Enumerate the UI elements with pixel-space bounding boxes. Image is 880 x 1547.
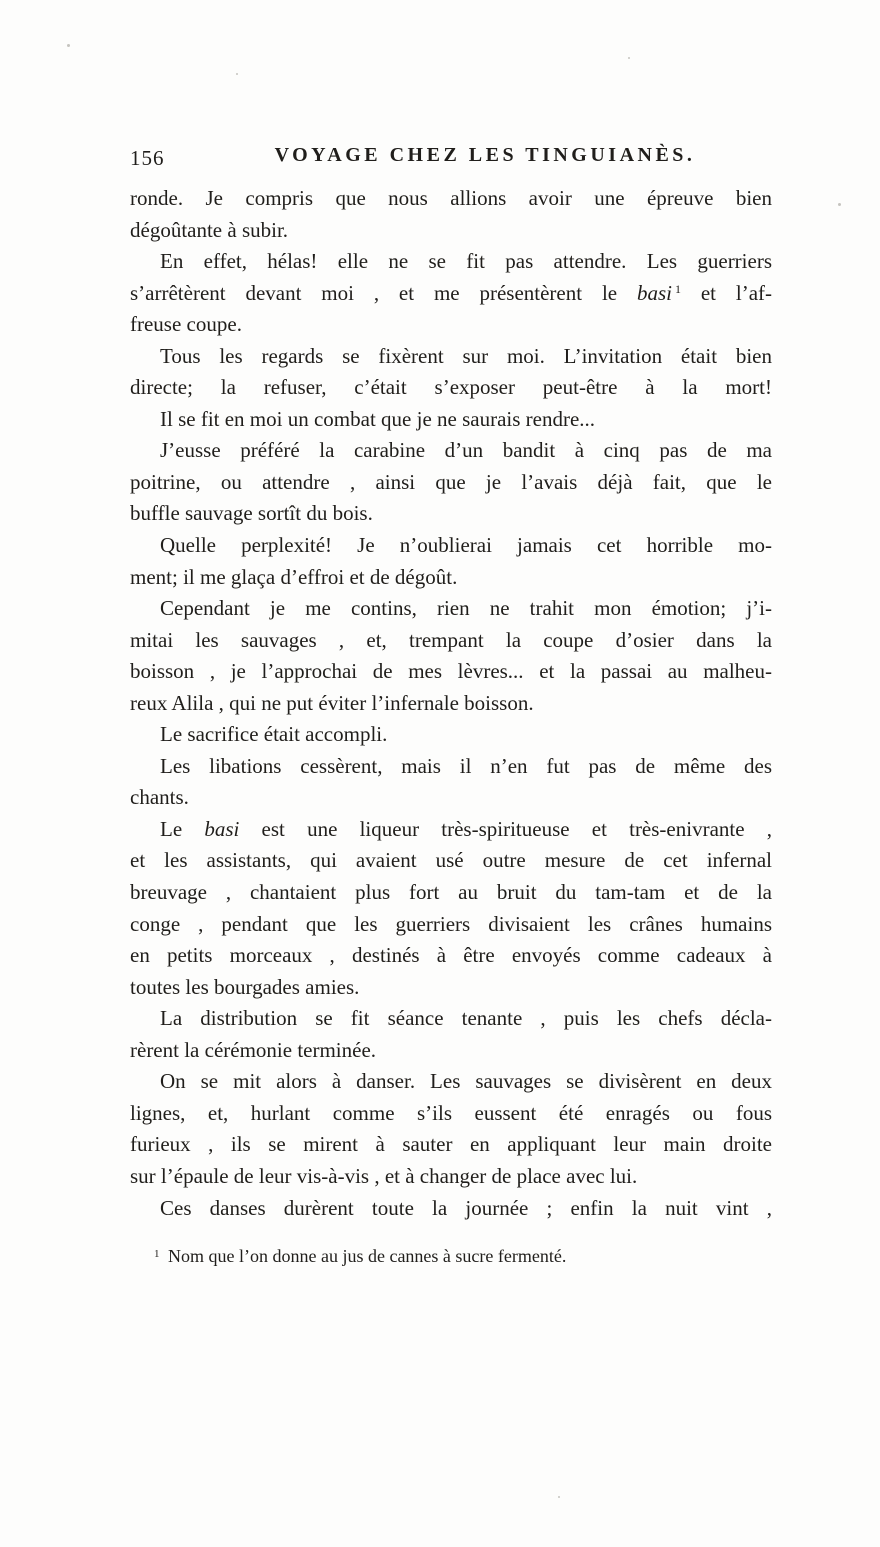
- text-segment: En effet, hélas! elle ne se fit pas attendre. Les guerriers: [160, 249, 772, 274]
- text-line: [130, 1066, 772, 1098]
- text-line: [130, 625, 772, 657]
- running-title: VOYAGE CHEZ LES TINGUIANÈS.: [274, 144, 696, 166]
- text-line: [130, 782, 772, 814]
- text-line: [130, 814, 772, 846]
- text-segment: buffle sauvage sortît du bois.: [130, 501, 373, 526]
- text-line: [130, 845, 772, 877]
- text-segment: Quelle perplexité! Je n’oublierai jamais cet horrible mo-: [160, 533, 772, 558]
- text-line: [130, 656, 772, 688]
- scan-speck: [558, 1496, 560, 1498]
- text-line: [130, 1161, 772, 1193]
- text-segment: toutes les bourgades amies.: [130, 974, 360, 999]
- italic-term: basi: [204, 816, 240, 841]
- scan-edge-shadow: [0, 1542, 880, 1547]
- text-line: [130, 530, 772, 562]
- page-header: [130, 144, 772, 172]
- body-text: [130, 183, 772, 1224]
- text-line: [130, 183, 772, 215]
- text-line: [130, 562, 772, 594]
- text-segment: La distribution se fit séance tenante , puis les chefs décla-: [160, 1006, 772, 1031]
- footnote-ref: 1: [154, 1248, 160, 1260]
- text-line: [130, 215, 772, 247]
- scan-speck: [67, 44, 70, 47]
- text-line: [130, 404, 772, 436]
- text-segment: lignes, et, hurlant comme s’ils eussent été enragés ou fous: [130, 1100, 772, 1125]
- text-segment: Cependant je me contins, rien ne trahit mon émotion; j’i-: [160, 596, 772, 621]
- text-line: [130, 309, 772, 341]
- text-line: [130, 688, 772, 720]
- text-segment: Le: [160, 816, 205, 841]
- text-segment: J’eusse préféré la carabine d’un bandit à cinq pas de ma: [160, 438, 772, 463]
- text-segment: chants.: [130, 785, 189, 810]
- text-line: [130, 467, 772, 499]
- text-segment: en petits morceaux , destinés à être envoyés comme cadeaux à: [130, 943, 772, 968]
- text-segment: On se mit alors à danser. Les sauvages se divisèrent en deux: [160, 1069, 772, 1094]
- text-line: [130, 278, 772, 310]
- italic-term: basi: [636, 280, 672, 305]
- text-segment: Le sacrifice était accompli.: [160, 722, 388, 747]
- text-segment: ment; il me glaça d’effroi et de dégoût.: [130, 564, 458, 589]
- page-number: 156: [130, 146, 165, 170]
- text-segment: Ces danses durèrent toute la journée ; enfin la nuit vint ,: [160, 1195, 772, 1220]
- text-segment: rèrent la cérémonie terminée.: [130, 1037, 377, 1062]
- text-line: [130, 1003, 772, 1035]
- footnote: [130, 1243, 772, 1273]
- text-segment: breuvage , chantaient plus fort au bruit du tam-tam et de la: [130, 880, 772, 905]
- text-segment: poitrine, ou attendre , ainsi que je l’avais déjà fait, que le: [130, 469, 772, 494]
- text-segment: Tous les regards se fixèrent sur moi. L’invitation était bien: [160, 343, 772, 368]
- footnote-ref: 1: [674, 281, 681, 296]
- text-line: [130, 593, 772, 625]
- text-line: [130, 372, 772, 404]
- text-segment: dégoûtante à subir.: [130, 217, 289, 242]
- text-segment: boisson , je l’approchai de mes lèvres... et la passai au malheu-: [130, 659, 772, 684]
- text-segment: ronde. Je compris que nous allions avoir une épreuve bien: [130, 186, 772, 210]
- text-segment: directe; la refuser, c’était s’exposer peut-être à la mort!: [130, 375, 772, 400]
- text-line: [130, 1193, 772, 1225]
- text-line: [130, 940, 772, 972]
- text-segment: furieux , ils se mirent à sauter en appliquant leur main droite: [130, 1132, 772, 1157]
- scan-speck: [628, 57, 630, 59]
- scan-speck: [838, 203, 841, 206]
- text-segment: est une liqueur très-spiritueuse et très-enivrante ,: [239, 816, 772, 841]
- text-line: [130, 909, 772, 941]
- text-segment: Les libations cessèrent, mais il n’en fut pas de même des: [160, 753, 772, 778]
- text-line: [130, 972, 772, 1004]
- text-line: [130, 1035, 772, 1067]
- text-segment: Il se fit en moi un combat que je ne saurais rendre...: [160, 406, 596, 431]
- text-segment: sur l’épaule de leur vis-à-vis , et à changer de place avec lui.: [130, 1163, 638, 1188]
- text-line: [130, 435, 772, 467]
- text-segment: reux Alila , qui ne put éviter l’infernale boisson.: [130, 690, 534, 715]
- text-segment: freuse coupe.: [130, 312, 242, 337]
- text-segment: conge , pendant que les guerriers divisaient les crânes humains: [130, 911, 772, 936]
- text-line: [130, 1129, 772, 1161]
- text-line: [130, 341, 772, 373]
- text-line: [130, 498, 772, 530]
- text-segment: et l’af-: [680, 280, 772, 305]
- text-line: [130, 877, 772, 909]
- scan-speck: [236, 73, 238, 75]
- text-segment: Nom que l’on donne au jus de cannes à sucre fermenté.: [163, 1246, 567, 1266]
- text-line: [130, 246, 772, 278]
- text-segment: s’arrêtèrent devant moi , et me présentèrent le: [130, 280, 637, 305]
- text-segment: et les assistants, qui avaient usé outre mesure de cet infernal: [130, 848, 772, 873]
- text-segment: mitai les sauvages , et, trempant la coupe d’osier dans la: [130, 627, 772, 652]
- text-line: [130, 719, 772, 751]
- text-line: [130, 751, 772, 783]
- text-line: [130, 1098, 772, 1130]
